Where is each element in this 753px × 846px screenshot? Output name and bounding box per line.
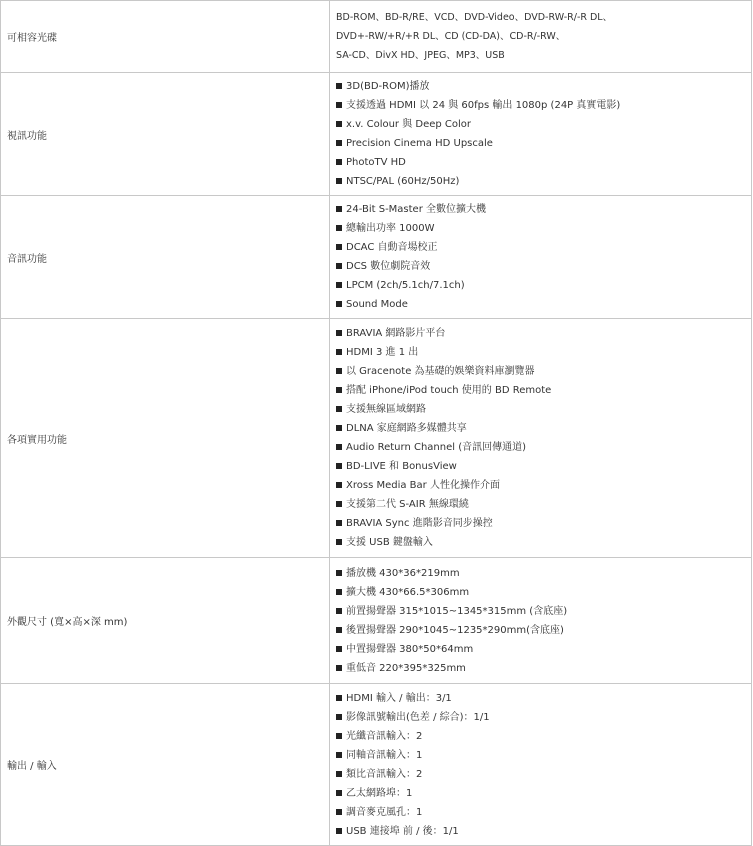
list-item-text: BD-LIVE 和 BonusView xyxy=(346,461,457,472)
list-item-text: BRAVIA 網路影片平台 xyxy=(346,328,446,339)
bullet-icon xyxy=(336,425,342,431)
list-item-text: 前置揚聲器 315*1015~1345*315mm (含底座) xyxy=(346,605,568,617)
list-item-text: 中置揚聲器 380*50*64mm xyxy=(346,643,474,655)
list-item-text: USB 連接埠 前 / 後：1/1 xyxy=(346,825,459,837)
list-item-text: 以 Gracenote 為基礎的娛樂資料庫瀏覽器 xyxy=(346,366,535,377)
bullet-icon xyxy=(336,178,342,184)
bullet-icon xyxy=(336,444,342,450)
list-item xyxy=(336,200,751,219)
list-item xyxy=(336,495,751,514)
list-item xyxy=(336,134,751,153)
bullet-icon xyxy=(336,102,342,108)
list-item-text: 類比音訊輸入：2 xyxy=(346,768,423,780)
spec-row-features xyxy=(1,319,752,558)
list-item xyxy=(336,238,751,257)
bullet-icon xyxy=(336,121,342,127)
list-item-text: Sound Mode xyxy=(346,299,408,310)
list-item-text: 播放機 430*36*219mm xyxy=(346,567,460,579)
disc-line: BD-ROM、BD-R/RE、VCD、DVD-Video、DVD-RW-R/-R DL、 xyxy=(336,12,613,23)
list-item-text: HDMI 3 進 1 出 xyxy=(346,347,419,358)
spec-label: 各項實用功能 xyxy=(1,319,330,558)
list-item xyxy=(336,219,751,238)
spec-row-io xyxy=(1,684,752,846)
list-item-text: DCAC 自動音場校正 xyxy=(346,242,438,253)
list-item xyxy=(336,727,751,746)
list-item-text: Audio Return Channel (音訊回傳通道) xyxy=(346,442,526,453)
list-item xyxy=(336,96,751,115)
spec-content xyxy=(330,196,752,319)
list-item xyxy=(336,822,751,841)
list-item xyxy=(336,457,751,476)
spec-label: 輸出 / 輸入 xyxy=(1,684,330,846)
bullet-icon xyxy=(336,695,342,701)
bullet-icon xyxy=(336,790,342,796)
bullet-icon xyxy=(336,140,342,146)
list-item xyxy=(336,708,751,727)
list-item-text: 支援 USB 鍵盤輸入 xyxy=(346,537,433,548)
list-item xyxy=(336,295,751,314)
list-item xyxy=(336,803,751,822)
list-item-text: NTSC/PAL (60Hz/50Hz) xyxy=(346,176,460,187)
list-item-text: 調音麥克風孔：1 xyxy=(346,806,423,818)
list-item xyxy=(336,400,751,419)
list-item xyxy=(336,438,751,457)
list-item-text: Xross Media Bar 人性化操作介面 xyxy=(346,480,500,491)
bullet-icon xyxy=(336,159,342,165)
bullet-icon xyxy=(336,733,342,739)
list-item xyxy=(336,324,751,343)
spec-row-dimensions xyxy=(1,558,752,684)
list-item-text: PhotoTV HD xyxy=(346,157,406,168)
bullet-icon xyxy=(336,349,342,355)
bullet-icon xyxy=(336,368,342,374)
list-item xyxy=(336,583,751,602)
list-item xyxy=(336,115,751,134)
list-item-text: BRAVIA Sync 進階影音同步操控 xyxy=(346,518,493,529)
spec-label: 視訊功能 xyxy=(1,73,330,196)
list-item xyxy=(336,77,751,96)
list-item-text: 重低音 220*395*325mm xyxy=(346,662,466,674)
spec-row-audio xyxy=(1,196,752,319)
bullet-icon xyxy=(336,263,342,269)
bullet-icon xyxy=(336,752,342,758)
list-item-text: HDMI 輸入 / 輸出：3/1 xyxy=(346,692,452,704)
spec-label: 音訊功能 xyxy=(1,196,330,319)
bullet-icon xyxy=(336,714,342,720)
spec-label: 可相容光碟 xyxy=(1,1,330,73)
list-item xyxy=(336,621,751,640)
list-item xyxy=(336,689,751,708)
list-item-text: DCS 數位劇院音效 xyxy=(346,261,431,272)
bullet-icon xyxy=(336,539,342,545)
bullet-icon xyxy=(336,282,342,288)
list-item-text: 同軸音訊輸入：1 xyxy=(346,749,423,761)
bullet-icon xyxy=(336,809,342,815)
spec-content xyxy=(330,73,752,196)
disc-line: DVD+-RW/+R/+R DL、CD (CD-DA)、CD-R/-RW、 xyxy=(336,31,566,42)
list-item-text: 3D(BD-ROM)播放 xyxy=(346,81,430,92)
bullet-icon xyxy=(336,646,342,652)
list-item-text: 支援無線區域網路 xyxy=(346,404,426,415)
bullet-icon xyxy=(336,828,342,834)
list-item-text: LPCM (2ch/5.1ch/7.1ch) xyxy=(346,280,465,291)
bullet-icon xyxy=(336,665,342,671)
list-item xyxy=(336,765,751,784)
bullet-icon xyxy=(336,206,342,212)
list-item-text: Precision Cinema HD Upscale xyxy=(346,138,493,149)
bullet-icon xyxy=(336,463,342,469)
list-item-text: 支援第二代 S-AIR 無線環繞 xyxy=(346,499,469,510)
list-item xyxy=(336,172,751,191)
list-item-text: 擴大機 430*66.5*306mm xyxy=(346,586,470,598)
bullet-icon xyxy=(336,387,342,393)
list-item-text: 支援透過 HDMI 以 24 與 60fps 輸出 1080p (24P 真實電影) xyxy=(346,100,621,111)
list-item xyxy=(336,419,751,438)
bullet-icon xyxy=(336,330,342,336)
bullet-icon xyxy=(336,608,342,614)
spec-content xyxy=(330,558,752,684)
list-item-text: x.v. Colour 與 Deep Color xyxy=(346,119,472,130)
list-item-text: 後置揚聲器 290*1045~1235*290mm(含底座) xyxy=(346,624,564,636)
spec-content xyxy=(330,1,752,73)
list-item xyxy=(336,514,751,533)
spec-content xyxy=(330,319,752,558)
list-item xyxy=(336,602,751,621)
bullet-icon xyxy=(336,406,342,412)
bullet-icon xyxy=(336,589,342,595)
list-item xyxy=(336,784,751,803)
list-item xyxy=(336,564,751,583)
spec-label: 外觀尺寸 (寬×高×深 mm) xyxy=(1,558,330,684)
bullet-icon xyxy=(336,244,342,250)
list-item xyxy=(336,533,751,552)
list-item xyxy=(336,476,751,495)
spec-row-compatible-discs xyxy=(1,1,752,73)
bullet-icon xyxy=(336,83,342,89)
bullet-icon xyxy=(336,570,342,576)
list-item-text: 24-Bit S-Master 全數位擴大機 xyxy=(346,204,486,215)
list-item-text: 乙太網路埠：1 xyxy=(346,787,413,799)
list-item xyxy=(336,659,751,678)
list-item xyxy=(336,276,751,295)
bullet-icon xyxy=(336,501,342,507)
bullet-icon xyxy=(336,520,342,526)
bullet-icon xyxy=(336,482,342,488)
spec-row-video xyxy=(1,73,752,196)
list-item-text: DLNA 家庭網路多媒體共享 xyxy=(346,423,467,434)
list-item-text: 總輸出功率 1000W xyxy=(346,223,435,234)
list-item xyxy=(336,343,751,362)
list-item-text: 搭配 iPhone/iPod touch 使用的 BD Remote xyxy=(346,385,552,396)
disc-line: SA-CD、DivX HD、JPEG、MP3、USB xyxy=(336,50,505,61)
list-item xyxy=(336,153,751,172)
bullet-icon xyxy=(336,301,342,307)
list-item xyxy=(336,640,751,659)
list-item-text: 影像訊號輸出(色差 / 綜合)：1/1 xyxy=(346,711,490,723)
bullet-icon xyxy=(336,225,342,231)
list-item xyxy=(336,381,751,400)
list-item-text: 光纖音訊輸入：2 xyxy=(346,730,423,742)
list-item xyxy=(336,257,751,276)
bullet-icon xyxy=(336,771,342,777)
list-item xyxy=(336,746,751,765)
spec-content xyxy=(330,684,752,846)
list-item xyxy=(336,362,751,381)
bullet-icon xyxy=(336,627,342,633)
